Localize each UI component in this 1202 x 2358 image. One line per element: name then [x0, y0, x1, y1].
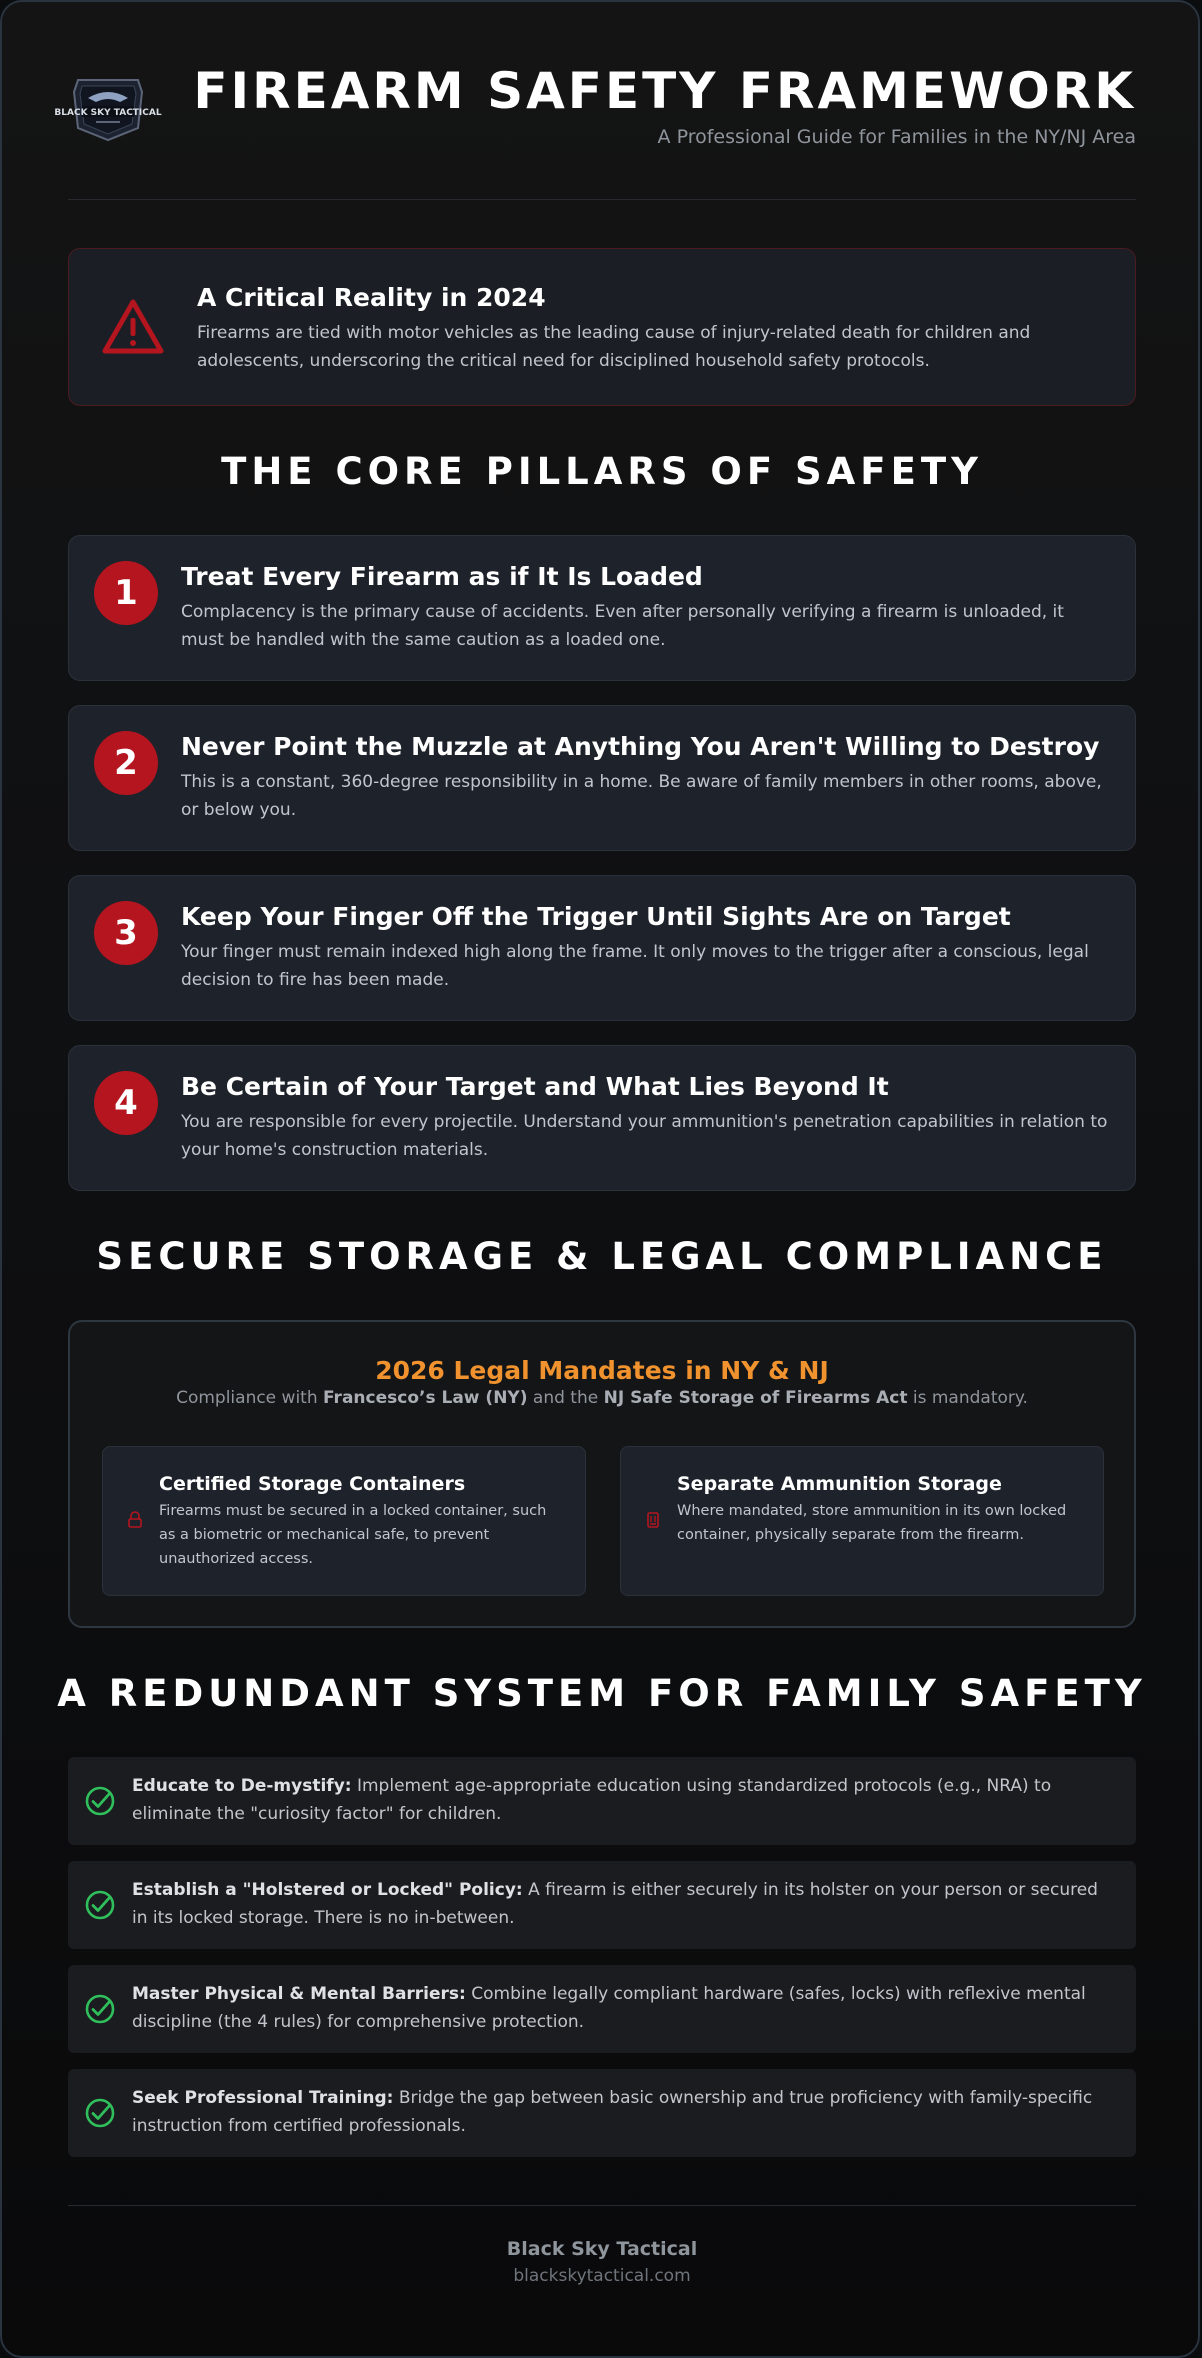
core-pillars-heading: THE CORE PILLARS OF SAFETY [221, 450, 983, 493]
checklist-lead: Master Physical & Mental Barriers: [132, 1984, 466, 2004]
page-title: FIREARM SAFETY FRAMEWORK [193, 62, 1136, 120]
pillar-card [68, 875, 1136, 1021]
pillar-text: Complacency is the primary cause of accidents. Even after personally verifying a firearm is unloaded, it must be handled with the same caution as a loaded one. [181, 602, 1064, 650]
subtitle-prefix: Compliance with [176, 1388, 324, 1408]
pillar-number-badge: 3 [94, 901, 158, 965]
checklist-body: A firearm is either securely in its holster on your person or secured in its locked storage. There is no in-between. [132, 1880, 1098, 1928]
safety-checklist-item [68, 2069, 1136, 2157]
pillar-card [68, 705, 1136, 851]
critical-reality-callout [68, 248, 1136, 406]
checklist-lead: Educate to De-mystify: [132, 1776, 352, 1796]
francescos-law-label: Francesco’s Law (NY) [323, 1388, 528, 1408]
checklist-body: Implement age-appropriate education using standardized protocols (e.g., NRA) to eliminate the "curiosity factor" for children. [132, 1776, 1052, 1824]
pillar-card [68, 1045, 1136, 1191]
safety-checklist-item [68, 1861, 1136, 1949]
nj-safe-storage-act-label: NJ Safe Storage of Firearms Act [603, 1388, 908, 1408]
pillar-card [68, 535, 1136, 681]
subtitle-and: and the [527, 1388, 604, 1408]
pillar-text: This is a constant, 360-degree responsibility in a home. Be aware of family members in other rooms, above, or below you. [181, 772, 1102, 820]
ammunition-storage-card [620, 1446, 1104, 1596]
store-card-text: Firearms must be secured in a locked container, such as a biometric or mechanical safe, to prevent unauthorized access. [159, 1503, 547, 1567]
legal-mandates-subtitle [70, 1388, 1134, 1408]
header-divider [68, 199, 1136, 200]
checklist-body: Combine legally compliant hardware (safes, locks) with reflexive mental discipline (the 4 rules) for comprehensive protection. [132, 1984, 1086, 2032]
store-card-title: Separate Ammunition Storage [677, 1473, 1002, 1495]
callout-title: A Critical Reality in 2024 [197, 283, 546, 312]
pillar-text: Your finger must remain indexed high along the frame. It only moves to the trigger after a conscious, legal decision to fire has been made. [181, 942, 1089, 990]
checklist-text [132, 2084, 1117, 2140]
safety-checklist-item [68, 1757, 1136, 1845]
footer-divider [68, 2205, 1136, 2206]
store-card-text: Where mandated, store ammunition in its own locked container, physically separate from the firearm. [677, 1503, 1067, 1543]
page-subtitle: A Professional Guide for Families in the NY/NJ Area [657, 126, 1136, 148]
checklist-text [132, 1980, 1117, 2036]
pillar-text: You are responsible for every projectile. Understand your ammunition's penetration capabilities in relation to your home's construction materials. [181, 1112, 1108, 1160]
pillar-title: Be Certain of Your Target and What Lies Beyond It [181, 1072, 889, 1101]
legal-mandates-title: 2026 Legal Mandates in NY & NJ [375, 1356, 829, 1385]
black-sky-tactical-logo [54, 72, 162, 142]
pillar-title: Treat Every Firearm as if It Is Loaded [181, 562, 703, 591]
pillar-number-badge: 4 [94, 1071, 158, 1135]
storage-heading: SECURE STORAGE & LEGAL COMPLIANCE [96, 1235, 1108, 1278]
checklist-lead: Establish a "Holstered or Locked" Policy: [132, 1880, 523, 1900]
checklist-text [132, 1876, 1117, 1932]
checklist-text [132, 1772, 1117, 1828]
logo-lettering: BLACK SKY TACTICAL [54, 108, 162, 118]
store-card-title: Certified Storage Containers [159, 1473, 466, 1495]
header [54, 62, 1136, 152]
warning-triangle-icon [101, 297, 165, 357]
footer-brand: Black Sky Tactical [506, 2238, 698, 2260]
footer-url-link[interactable]: blackskytactical.com [513, 2266, 691, 2286]
pillar-number-badge: 2 [94, 731, 158, 795]
callout-text: Firearms are tied with motor vehicles as the leading cause of injury-related death for children and adolescents, underscoring the critical need for disciplined household safety protocols. [197, 323, 1031, 371]
safety-checklist-item [68, 1965, 1136, 2053]
check-circle-icon [84, 1993, 116, 2025]
checklist-lead: Seek Professional Training: [132, 2088, 394, 2108]
lock-icon [127, 1511, 143, 1529]
ammo-box-icon [645, 1511, 661, 1529]
certified-storage-card [102, 1446, 586, 1596]
subtitle-suffix: is mandatory. [907, 1388, 1028, 1408]
redundant-system-heading: A REDUNDANT SYSTEM FOR FAMILY SAFETY [57, 1672, 1147, 1715]
pillar-title: Never Point the Muzzle at Anything You Aren't Willing to Destroy [181, 732, 1100, 761]
legal-mandates-panel [68, 1320, 1136, 1628]
check-circle-icon [84, 2097, 116, 2129]
check-circle-icon [84, 1889, 116, 1921]
pillar-number-badge: 1 [94, 561, 158, 625]
pillar-title: Keep Your Finger Off the Trigger Until Sights Are on Target [181, 902, 1011, 931]
checklist-body: Bridge the gap between basic ownership and true proficiency with family-specific instruction from certified professionals. [132, 2088, 1093, 2136]
check-circle-icon [84, 1785, 116, 1817]
